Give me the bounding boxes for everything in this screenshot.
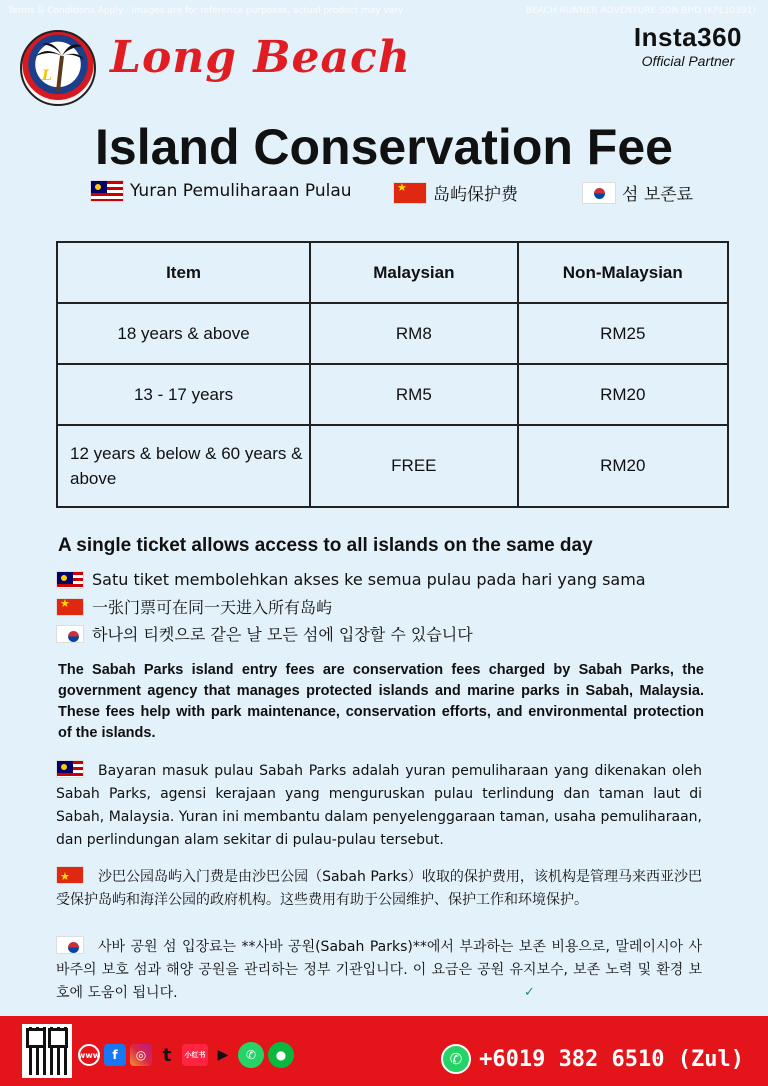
contact-phone[interactable] <box>441 1044 744 1074</box>
company-registration: BEACH RUNNER ADVENTURE SDN BHD (KPL10391) <box>525 6 756 16</box>
fee-table <box>56 241 729 508</box>
top-disclaimer-bar <box>0 0 768 22</box>
subtitle-chinese <box>393 180 518 205</box>
china-flag-icon <box>56 598 84 616</box>
cell-non-malaysian: RM25 <box>518 303 728 364</box>
phone-number: +6019 382 6510 (Zul) <box>479 1046 744 1072</box>
partner-label: Official Partner <box>641 53 735 69</box>
china-flag-icon <box>393 182 427 204</box>
facebook-icon[interactable]: f <box>104 1044 126 1066</box>
header-non-malaysian: Non-Malaysian <box>518 242 728 303</box>
title-translations <box>0 180 768 210</box>
svg-text:L: L <box>42 68 52 84</box>
cell-item: 18 years & above <box>57 303 310 364</box>
paragraph-text: 沙巴公园岛屿入门费是由沙巴公园（Sabah Parks）收取的保护费用，该机构是管理马来西亚沙巴受保护岛屿和海洋公园的政府机构。这些费用有助于公园维护、保护工作和环境保护。 <box>56 869 702 908</box>
xiaohongshu-icon[interactable]: 小红书 <box>182 1044 208 1066</box>
malaysia-flag-icon <box>56 760 84 778</box>
subtitle-korean <box>582 180 693 205</box>
single-ticket-translations <box>56 566 646 647</box>
website-icon[interactable]: www <box>78 1044 100 1066</box>
qr-code[interactable] <box>22 1024 72 1078</box>
line-text: Satu tiket membolehkan akses ke semua pulau pada hari yang sama <box>92 570 646 589</box>
instagram-icon[interactable]: ◎ <box>130 1044 152 1066</box>
table-row <box>57 425 728 507</box>
korea-flag-icon <box>56 936 84 954</box>
cell-malaysian: RM5 <box>310 364 517 425</box>
whatsapp-icon[interactable]: ✆ <box>238 1042 264 1068</box>
malaysia-flag-icon <box>90 180 124 202</box>
header-malaysian: Malaysian <box>310 242 517 303</box>
wechat-icon[interactable]: ● <box>268 1042 294 1068</box>
line-malay <box>56 566 646 593</box>
footer-bar <box>0 1016 768 1086</box>
paragraph-malay <box>56 760 702 852</box>
subtitle-text: Yuran Pemuliharaan Pulau <box>130 181 352 201</box>
cell-malaysian: FREE <box>310 425 517 507</box>
paragraph-english: The Sabah Parks island entry fees are conservation fees charged by Sabah Parks, the government agency that manages protected islands and marine parks in Sabah, Malaysia. These fees help with park maintenance, conservation efforts, and environmental protection of the islands. <box>58 662 704 741</box>
cell-malaysian: RM8 <box>310 303 517 364</box>
cell-non-malaysian: RM20 <box>518 425 728 507</box>
china-flag-icon <box>56 866 84 884</box>
header-item: Item <box>57 242 310 303</box>
subtitle-text: 岛屿保护费 <box>433 185 518 205</box>
social-links <box>78 1042 294 1068</box>
brand-name: Long Beach <box>110 32 411 83</box>
whatsapp-icon: ✆ <box>441 1044 471 1074</box>
partner-block <box>634 22 742 69</box>
page-title: Island Conservation Fee <box>95 119 673 175</box>
korea-flag-icon <box>582 182 616 204</box>
line-text: 하나의 티켓으로 같은 날 모든 섬에 입장할 수 있습니다 <box>92 625 473 644</box>
paragraph-korean <box>56 936 702 1005</box>
cell-item: 12 years & below & 60 years & above <box>57 425 310 507</box>
cell-non-malaysian: RM20 <box>518 364 728 425</box>
subtitle-text: 섬 보존료 <box>622 185 694 205</box>
korea-flag-icon <box>56 625 84 643</box>
table-header-row <box>57 242 728 303</box>
cell-item: 13 - 17 years <box>57 364 310 425</box>
long-beach-logo <box>20 30 96 106</box>
line-chinese <box>56 593 646 620</box>
single-ticket-heading: A single ticket allows access to all islands on the same day <box>58 535 593 556</box>
tiktok-icon[interactable]: t <box>162 1044 172 1066</box>
youtube-icon[interactable]: ▶ <box>217 1047 229 1063</box>
subtitle-malay <box>90 180 352 202</box>
partner-name: Insta360 <box>633 22 742 52</box>
paragraph-chinese <box>56 866 702 912</box>
table-row <box>57 303 728 364</box>
paragraph-text: 사바 공원 섬 입장료는 **사바 공원(Sabah Parks)**에서 부과하는 보존 비용으로, 말레이시아 사바주의 보호 섬과 해양 공원을 관리하는 정부 기관입니다. 이 요금은 공원 유지보수, 보존 노력 및 환경 보호에 도움이 됩니다. <box>56 939 702 1001</box>
paragraph-text: Bayaran masuk pulau Sabah Parks adalah yuran pemuliharaan yang dikenakan oleh Sabah Parks, agensi kerajaan yang menguruskan pulau terlindung dan taman laut di Sabah, Malaysia. Yuran ini membantu dalam penyelenggaraan taman, usaha pemuliharaan, dan perlindungan alam sekitar di pulau-pulau tersebut. <box>56 763 702 848</box>
checkmark-icon: ✓ <box>524 985 535 1000</box>
malaysia-flag-icon <box>56 571 84 589</box>
palm-tree-icon <box>36 42 84 94</box>
line-korean <box>56 620 646 647</box>
line-text: 一张门票可在同一天进入所有岛屿 <box>92 598 333 617</box>
table-row <box>57 364 728 425</box>
terms-note: Terms & Conditions Apply · Images are for reference purposes, actual product may vary <box>8 6 404 16</box>
